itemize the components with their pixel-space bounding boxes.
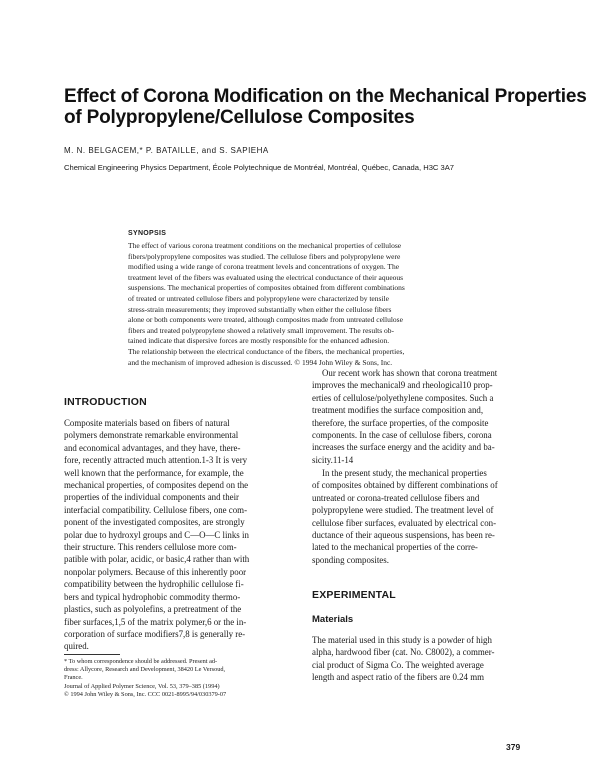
footnote-line: Journal of Applied Polymer Science, Vol. 53, 379–385 (1994): [64, 682, 220, 690]
text-line: mechanical properties, of composites depend on the: [64, 480, 249, 491]
text-line: corporation of surface modifiers7,8 is generally re-: [64, 628, 246, 639]
footnote-line: * To whom correspondence should be addressed. Present ad-: [64, 658, 218, 665]
text-line: cial product of Sigma Co. The weighted average: [312, 659, 484, 670]
text-line: well known that the performance, for example, the: [64, 467, 244, 478]
text-line: compatibility between the hydrophilic cellulose fi-: [64, 579, 244, 590]
text-line: alpha, hardwood fiber (cat. No. C8002), a commer-: [312, 647, 495, 658]
text-line: interfacial compatibility. Cellulose fibers, one com-: [64, 504, 248, 515]
title-line: of Polypropylene/Cellulose Composites: [64, 107, 415, 128]
materials-heading: Materials: [312, 614, 354, 625]
text-line: length and aspect ratio of the fibers are 0.24 mm: [312, 672, 485, 683]
text-line: lated to the mechanical properties of the corre-: [312, 542, 478, 553]
synopsis-line: stress-strain measurements; they improved substantially when either the cellulose fibers: [128, 304, 392, 314]
text-line: erties of cellulose/polyethylene composites. Such a: [312, 392, 494, 403]
footnote-line: dress: Allycore, Research and Development, 38420 Le Versoud,: [64, 666, 226, 674]
text-line: properties of the individual components and their: [64, 492, 239, 503]
text-line: ductance of their aqueous suspensions, has been re-: [312, 530, 495, 541]
text-line: quired.: [64, 641, 89, 652]
footnote-rule: [64, 654, 120, 655]
text-line: polar due to hydroxyl groups and C—O—C links in: [64, 529, 249, 540]
text-line: patible with polar, acidic, or basic,4 rather than with: [64, 554, 250, 565]
footnote: [64, 658, 288, 699]
synopsis-line: of treated or untreated cellulose fibers and polypropylene were characterized by tensile: [128, 293, 389, 303]
introduction-heading: INTRODUCTION: [64, 396, 147, 408]
experimental-heading: EXPERIMENTAL: [312, 589, 396, 601]
synopsis-line: tained indicate that dispersive forces are mostly responsible for the enhanced adhesion.: [128, 336, 390, 346]
text-line: polypropylene were studied. The treatment level of: [312, 505, 494, 516]
synopsis-line: fibers/polypropylene composites was studied. The cellulose fibers and polypropylene were: [128, 251, 401, 261]
author-list: M. N. BELGACEM,* P. BATAILLE, and S. SAPIEHA: [64, 146, 269, 155]
text-line: improves the mechanical9 and rheological10 prop-: [312, 380, 493, 391]
footnote-line: France.: [64, 674, 83, 682]
text-line: polymers demonstrate remarkable environmental: [64, 430, 239, 441]
text-line: Our recent work has shown that corona treatment: [322, 368, 498, 378]
text-line: nonpolar polymers. Because of this inherently poor: [64, 566, 247, 577]
affiliation: Chemical Engineering Physics Department, École Polytechnique de Montréal, Montréal, Québec, Canada, H3C 3A7: [64, 163, 455, 172]
text-line: sponding composites.: [312, 554, 389, 565]
text-line: and economical advantages, and they have, there-: [64, 442, 241, 453]
synopsis-line: The effect of various corona treatment conditions on the mechanical properties of cellulose: [128, 241, 402, 250]
text-line: fore, recently attracted much attention.1-3 It is very: [64, 455, 248, 466]
synopsis-line: The relationship between the electrical conductance of the fibers, the mechanical properties,: [128, 346, 405, 356]
text-line: increases the surface energy and the acidity and ba-: [312, 442, 495, 453]
synopsis-line: and the mechanism of improved adhesion is discussed. © 1994 John Wiley & Sons, Inc.: [128, 357, 393, 367]
text-line: of composites obtained by different combinations of: [312, 480, 498, 491]
text-line: their structure. This renders cellulose more com-: [64, 542, 237, 553]
title-line: Effect of Corona Modification on the Mechanical Properties: [64, 86, 587, 107]
text-line: treatment modifies the surface composition and,: [312, 405, 484, 416]
text-line: ponent of the investigated composites, are strongly: [64, 517, 245, 528]
text-line: fiber surfaces,1,5 of the matrix polymer,6 or the in-: [64, 616, 247, 627]
right-paragraph-1: [312, 367, 536, 466]
text-line: untreated or corona-treated cellulose fibers and: [312, 492, 480, 503]
text-line: therefore, the surface properties, of the composite: [312, 417, 489, 428]
synopsis-line: suspensions. The mechanical properties of composites obtained from different combinations: [128, 283, 405, 293]
text-line: The material used in this study is a powder of high: [312, 635, 492, 645]
text-line: sicity.11-14: [312, 454, 354, 465]
synopsis-line: modified using a wide range of corona treatment levels and concentrations of oxygen. The: [128, 262, 400, 272]
text-line: components. In the case of cellulose fibers, corona: [312, 430, 492, 441]
materials-body: [312, 634, 536, 684]
synopsis-body: [128, 241, 488, 368]
text-line: In the present study, the mechanical properties: [322, 468, 487, 478]
page-number: 379: [506, 742, 521, 752]
text-line: bers and typical hydrophobic commodity thermo-: [64, 591, 241, 602]
synopsis-line: treatment level of the fibers was evaluated using the electrical conductance of their aqueous: [128, 272, 404, 282]
text-line: Composite materials based on fibers of natural: [64, 418, 230, 428]
introduction-body: [64, 417, 288, 653]
article-title: [64, 86, 587, 128]
right-paragraph-2: [312, 467, 536, 566]
synopsis-line: alone or both components were treated, although composites made from untreated cellulose: [128, 315, 403, 325]
footnote-line: © 1994 John Wiley & Sons, Inc. CCC 0021-8995/94/030379-07: [64, 690, 227, 698]
text-line: cellulose fiber surfaces, evaluated by electrical con-: [312, 517, 497, 528]
synopsis-heading: SYNOPSIS: [128, 230, 167, 237]
text-line: plastics, such as polyolefins, a pretreatment of the: [64, 604, 242, 615]
synopsis-line: fibers and treated polypropylene showed a relatively small improvement. The results ob-: [128, 325, 395, 335]
